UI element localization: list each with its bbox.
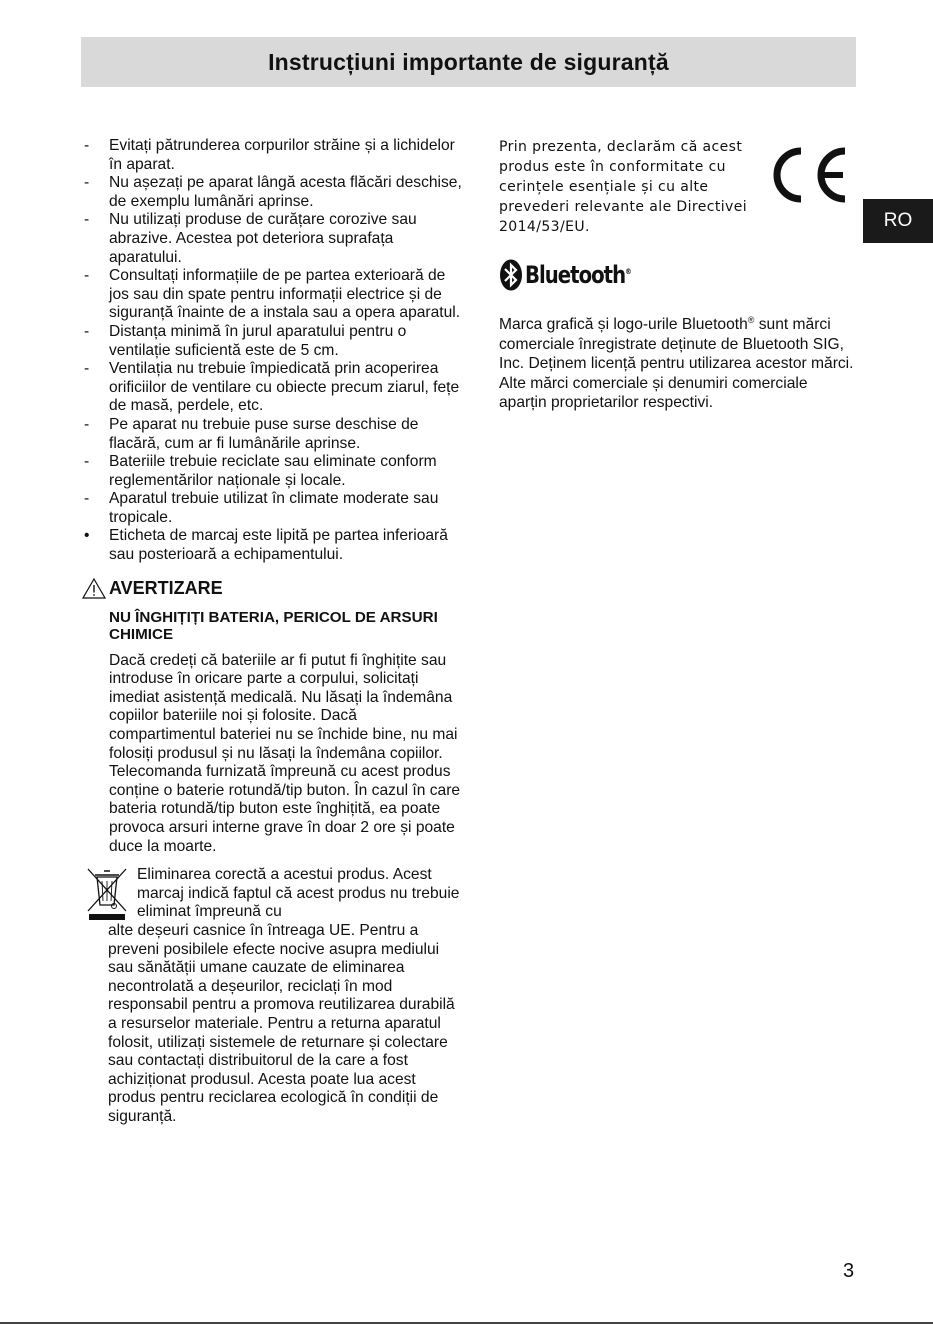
bluetooth-logo xyxy=(499,257,859,293)
left-column xyxy=(82,137,462,1127)
weee-bin-icon xyxy=(82,867,132,921)
list-item: - Bateriile trebuie reciclate sau eliminate conform reglementărilor naționale și locale. xyxy=(84,453,437,489)
bluetooth-wordmark: Bluetooth® xyxy=(525,261,631,289)
list-item: - Evitați pătrunderea corpurilor străine și a lichidelor în aparat. xyxy=(84,137,455,173)
disposal-text: alte deșeuri casnice în întreaga UE. Pentru a preveni posibilele efecte nocive asupra mediului sau sănătății umane cauzate de eliminarea necontrolată a deșeurilor, reciclați în mod responsabil pentru a promova reutilizarea durabilă a resurselor materiale. Pentru a returna aparatul folosit, utilizați sistemele de returnare și colectare sau contactați distribuitorul de la care a fost achiziționat produsul. Acesta poate lua acest produs pentru reciclarea ecologică în condiții de siguranță. xyxy=(108,921,455,1125)
warning-title: AVERTIZARE xyxy=(109,578,223,599)
list-item: - Ventilația nu trebuie împiedicată prin acoperirea orificiilor de ventilare cu obiecte precum ziarul, fețe de masă, perdele, etc. xyxy=(84,360,460,415)
language-tab: RO xyxy=(863,199,933,243)
disposal-section xyxy=(82,866,462,1126)
list-item: - Aparatul trebuie utilizat în climate moderate sau tropicale. xyxy=(84,490,439,526)
list-item: - Nu utilizați produse de curățare corozive sau abrazive. Acestea pot deteriora suprafața aparatului. xyxy=(84,211,417,266)
header-bar xyxy=(81,37,856,87)
warning-triangle-icon xyxy=(82,578,106,599)
list-item: - Nu așezați pe aparat lângă acesta flăcări deschise, de exemplu lumânări aprinse. xyxy=(84,174,462,210)
conformity-declaration: Prin prezenta, declarăm că acest produs este în conformitate cu cerințele esențiale și cu alte prevederi relevante ale Directivei 2014/53/EU. xyxy=(499,139,748,235)
page-title: Instrucțiuni importante de siguranță xyxy=(268,48,669,75)
right-column xyxy=(499,137,859,413)
page-number: 3 xyxy=(843,1260,855,1282)
bluetooth-icon xyxy=(499,259,523,291)
warning-subtitle: NU ÎNGHIȚIȚI BATERIA, PERICOL DE ARSURI CHIMICE xyxy=(109,608,438,644)
safety-list xyxy=(82,137,462,565)
list-item: - Consultați informațiile de pe partea exterioară de jos sau din spate pentru informații electrice și de siguranță înainte de a instala sau a opera aparatul. xyxy=(84,267,461,322)
list-item: - Pe aparat nu trebuie puse surse deschise de flacără, cum ar fi lumânările aprinse. xyxy=(84,415,419,452)
list-item: • Eticheta de marcaj este lipită pe partea inferioară sau posterioară a echipamentului. xyxy=(84,527,448,564)
warning-heading xyxy=(82,577,462,601)
ce-mark-icon xyxy=(765,145,849,205)
disposal-text-intro: Eliminarea corectă a acestui produs. Acest marcaj indică faptul că acest produs nu trebuie eliminat împreună cu xyxy=(137,866,460,921)
bluetooth-trademark-text: Marca grafică și logo-urile Bluetooth® sunt mărci comerciale înregistrate deținute de Bluetooth SIG, Inc. Deținem licență pentru utilizarea acestor mărci. Alte mărci comerciale și denumiri comerciale aparțin proprietarilor respectivi. xyxy=(499,315,854,412)
list-item: - Distanța minimă în jurul aparatului pentru o ventilație suficientă este de 5 cm. xyxy=(84,322,407,359)
warning-body: Dacă credeți că bateriile ar fi putut fi înghițite sau introduse în oricare parte a corpului, solicitați imediat asistență medicală. Nu lăsați la îndemâna copiilor bateriile noi și folosite. Dacă compartimentul bateriei nu se închide bine, nu mai folosiți produsul și nu lăsați la îndemâna copiilor. Telecomanda furnizată împreună cu acest produs conține o baterie rotundă/tip buton. În cazul în care bateria rotundă/tip buton este înghițită, ea poate provoca arsuri interne grave în doar 2 ore și poate duce la moarte. xyxy=(109,651,461,855)
